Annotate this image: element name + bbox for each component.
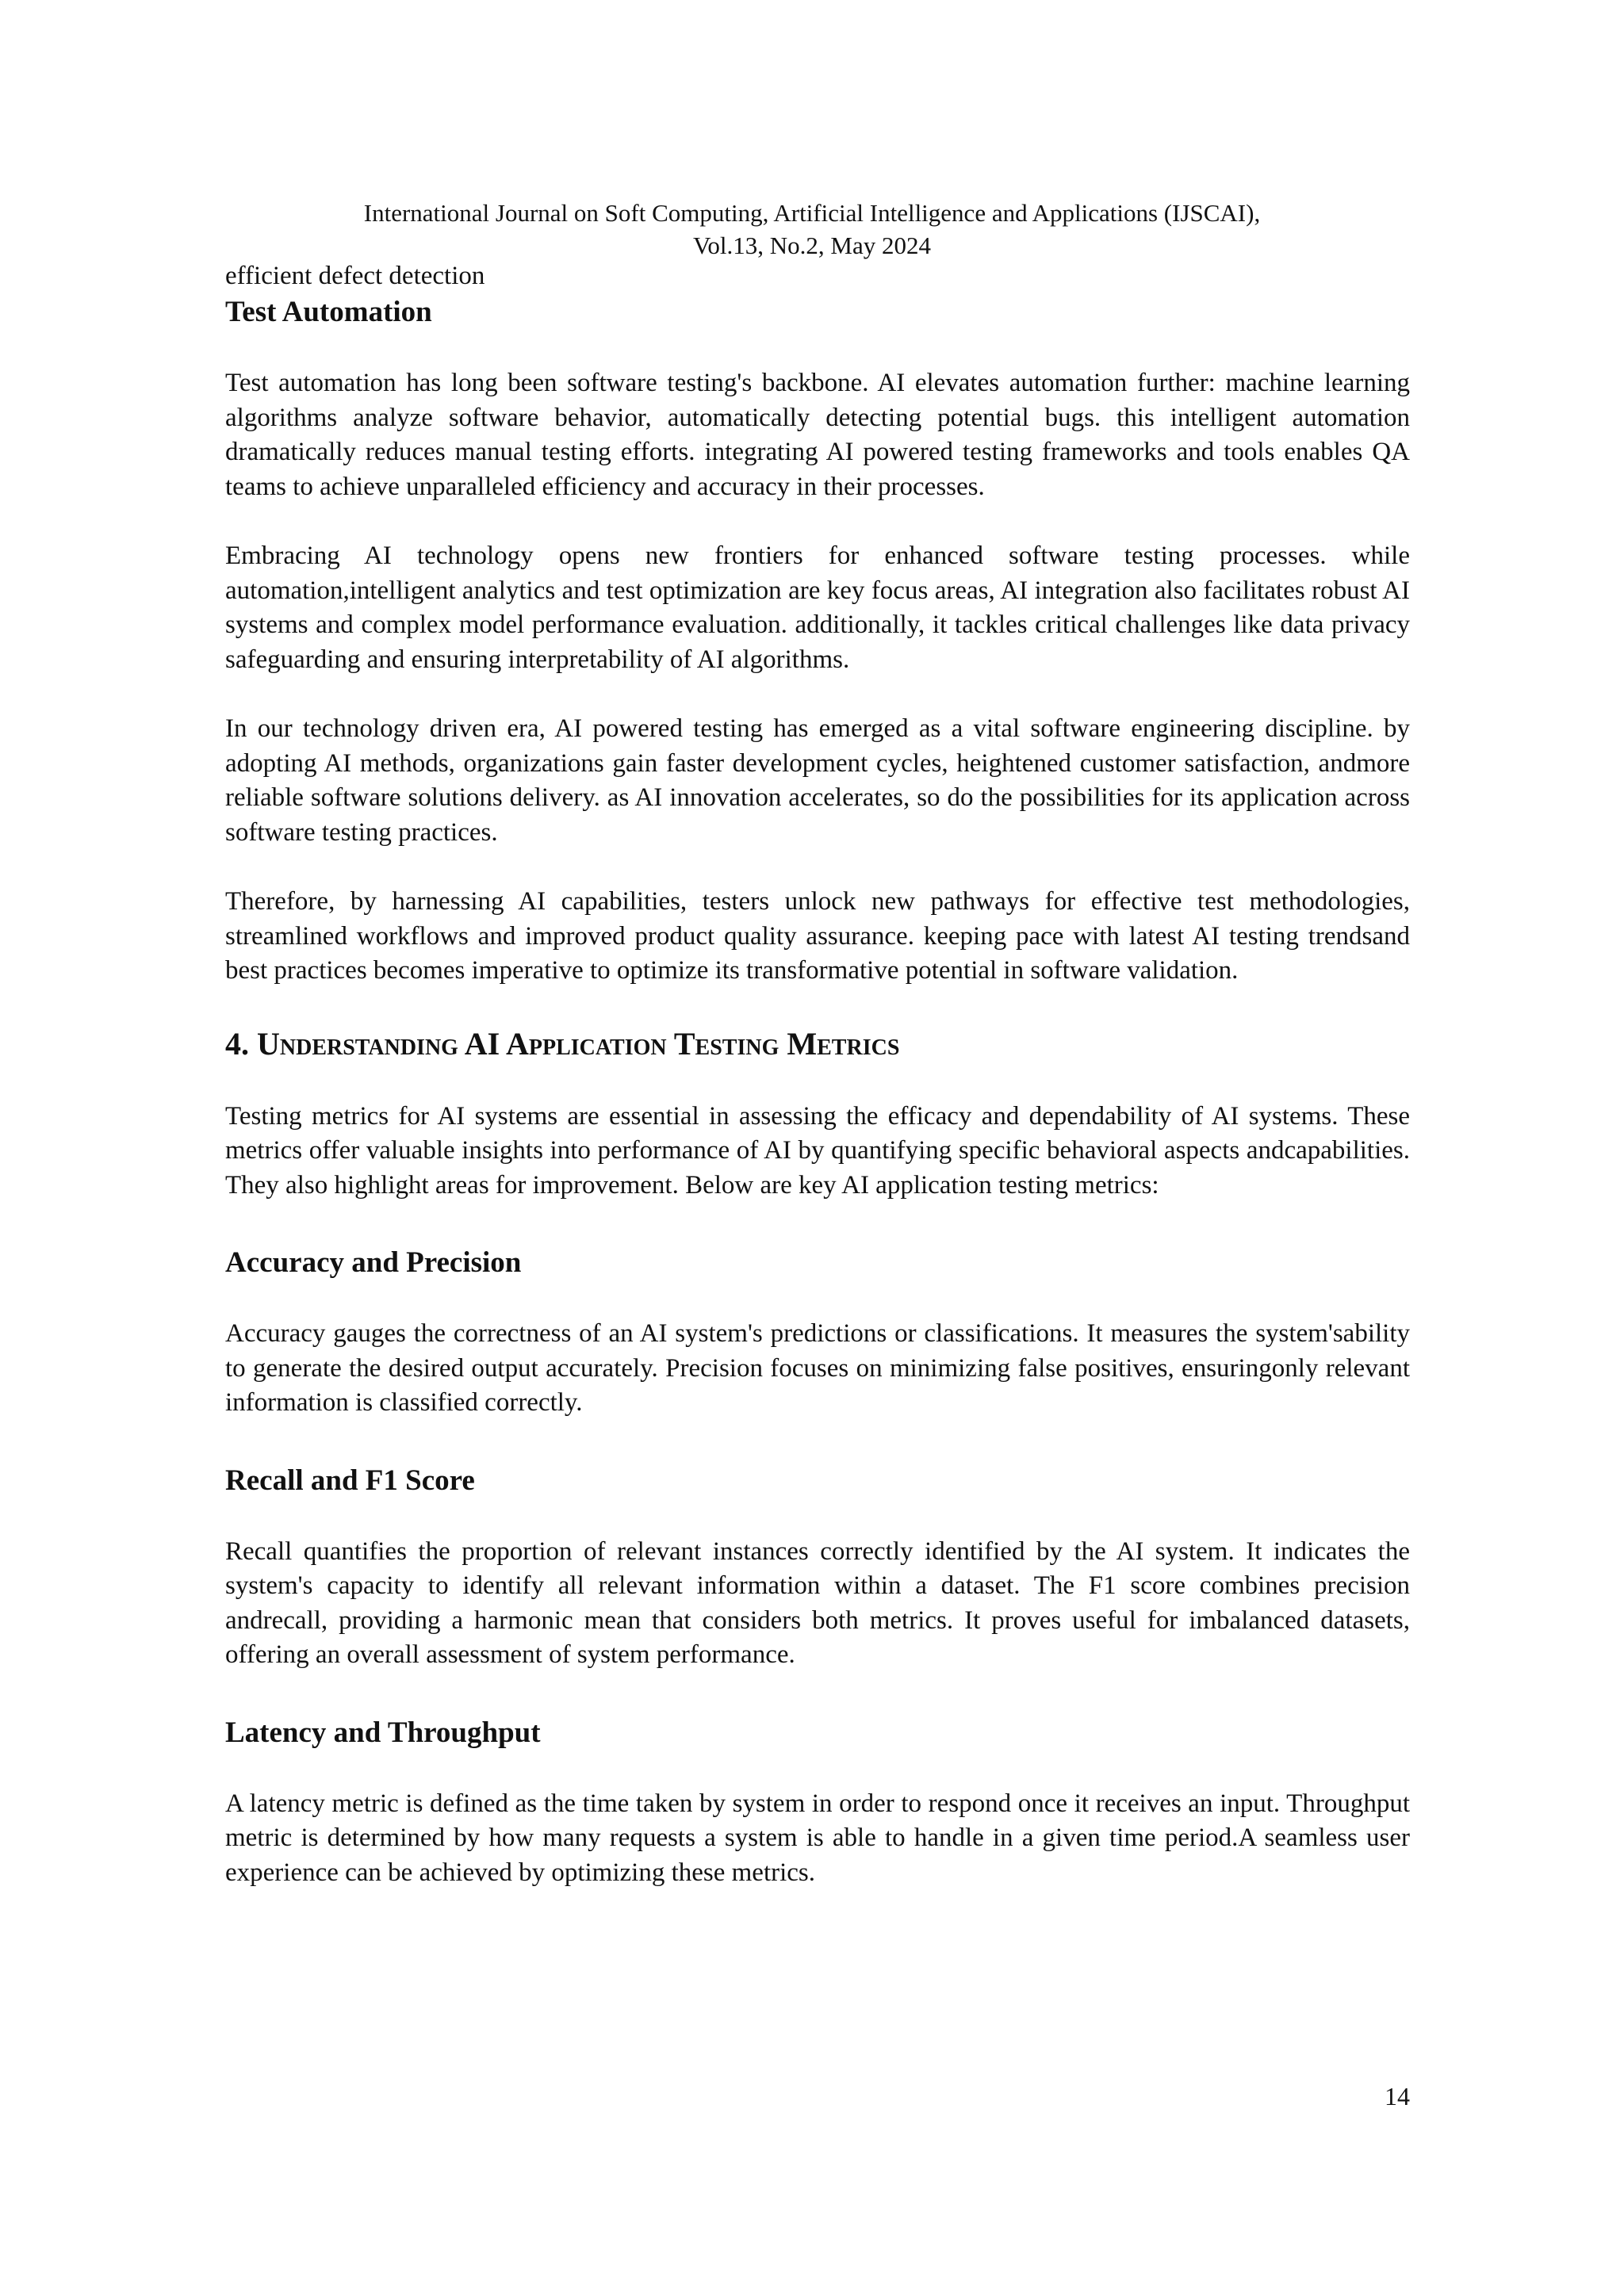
paragraph: Therefore, by harnessing AI capabilities, testers unlock new pathways for effective test methodologies, streamlined workflows and improved product quality assurance. keeping pace with latest AI testing trendsand best practices becomes imperative to optimize its transformative potential in software validation. xyxy=(225,887,1410,985)
paragraph: Embracing AI technology opens new frontiers for enhanced software testing processes. while automation,intelligent analytics and test optimization are key focus areas, AI integration also facilitates robust AI systems and complex model performance evaluation. additionally, it tackles critical challenges like data privacy safeguarding and ensuring interpretability of AI algorithms. xyxy=(225,541,1410,674)
subsection-heading: Accuracy and Precision xyxy=(225,1246,522,1279)
section-heading xyxy=(225,1024,1410,1065)
subsection-text: Recall quantifies the proportion of relevant instances correctly identified by the AI system. It indicates the system's capacity to identify all relevant information within a dataset. The F1 score combines precision andrecall, providing a harmonic mean that considers both metrics. It proves useful for imbalanced datasets, offering an overall assessment of system performance. xyxy=(225,1536,1410,1669)
test-automation-heading: Test Automation xyxy=(225,296,432,328)
journal-header-line2: Vol.13, No.2, May 2024 xyxy=(693,232,931,259)
section-title: Understanding AI Application Testing Metrics xyxy=(257,1025,900,1062)
paragraph: Test automation has long been software testing's backbone. AI elevates automation further: machine learning algorithms analyze software behavior, automatically detecting potential bugs. this intelligent automation dramatically reduces manual testing efforts. integrating AI powered testing frameworks and tools enables QA teams to achieve unparalleled efficiency and accuracy in their processes. xyxy=(225,369,1410,501)
section-intro: Testing metrics for AI systems are essential in assessing the efficacy and dependability of AI systems. These metrics offer valuable insights into performance of AI by quantifying specific behavioral aspects andcapabilities. They also highlight areas for improvement. Below are key AI application testing metrics: xyxy=(225,1101,1410,1200)
subsection-text: Accuracy gauges the correctness of an AI system's predictions or classifications. It measures the system'sability to generate the desired output accurately. Precision focuses on minimizing false positives, ensuringonly relevant information is classified correctly. xyxy=(225,1319,1410,1417)
subsection-heading: Recall and F1 Score xyxy=(225,1464,475,1497)
section-number: 4. xyxy=(225,1025,249,1062)
journal-header-line1: International Journal on Soft Computing, Artificial Intelligence and Applications (IJSCAI), xyxy=(363,199,1261,227)
paragraph: In our technology driven era, AI powered testing has emerged as a vital software engineering discipline. by adopting AI methods, organizations gain faster development cycles, heightened customer satisfaction, andmore reliable software solutions delivery. as AI innovation accelerates, so do the possibilities for its application across software testing practices. xyxy=(225,714,1410,847)
journal-header xyxy=(0,197,1624,262)
lead-text: efficient defect detection xyxy=(225,262,485,290)
subsection-text: A latency metric is defined as the time taken by system in order to respond once it receives an input. Throughput metric is determined by how many requests a system is able to handle in a given time period.A seamless user experience can be achieved by optimizing these metrics. xyxy=(225,1789,1410,1887)
subsection-heading: Latency and Throughput xyxy=(225,1716,541,1749)
page-number: 14 xyxy=(1385,2082,1410,2110)
page-content xyxy=(225,258,1410,1890)
